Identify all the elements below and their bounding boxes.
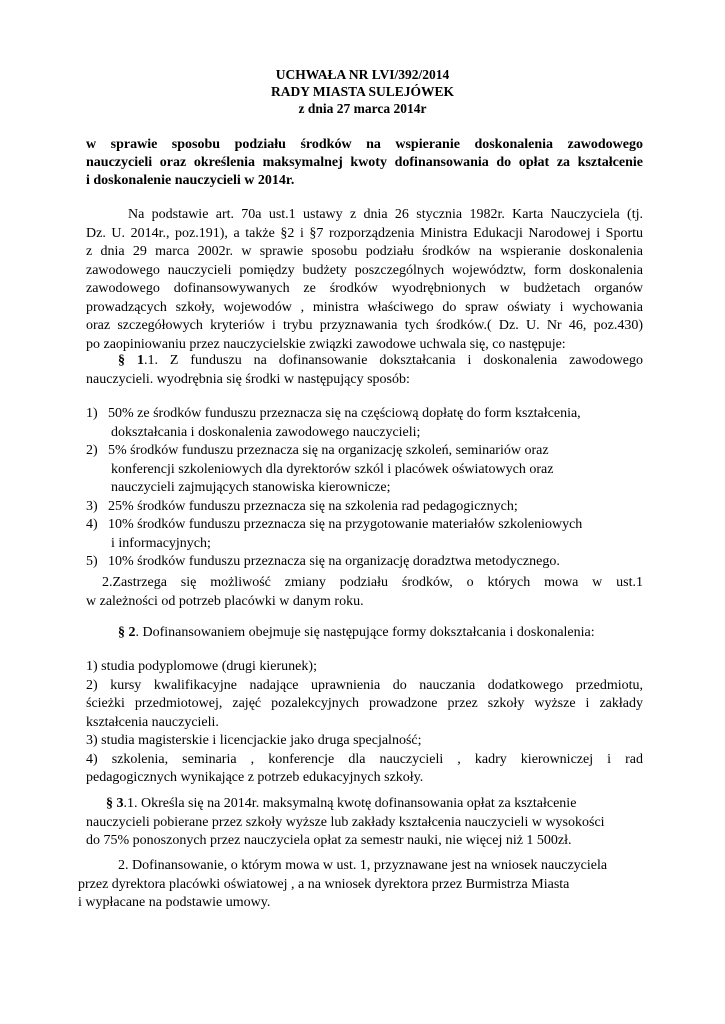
section-sign: § 1	[118, 353, 144, 368]
preamble-line: Dz. U. 2014r., poz.191), a także §2 i §7 rozporządzenia Ministra Edukacji Narodowej i Sportu	[86, 225, 643, 241]
list-item: 4) 10% środków funduszu przeznacza się na przygotowanie materiałów szkoleniowych i informacyjnych;	[86, 517, 583, 551]
subject-line: i doskonalenie nauczycieli w 2014r.	[86, 173, 295, 188]
section-2-list	[86, 658, 643, 788]
section-1	[86, 352, 643, 389]
section-1-line: § 1.1. Z funduszu na dofinansowanie dokształcania i doskonalenia zawodowego	[118, 353, 644, 368]
list-item: 5) 10% środków funduszu przeznacza się na organizację doradztwa metodycznego.	[86, 554, 560, 569]
list-item: pedagogicznych wynikające z potrzeb edukacyjnych szkoły.	[86, 770, 424, 785]
list-item: 3) studia magisterskie i licencjackie jako druga specjalność;	[86, 733, 422, 748]
list-item: kształcenia nauczycieli.	[86, 714, 219, 730]
resolution-date: z dnia 27 marca 2014r	[298, 101, 427, 116]
preamble-line: prowadzących szkoły, wojewodów , ministra właściwego do spraw oświaty i wychowania	[86, 299, 643, 315]
preamble-line: oraz szczegółowych kryteriów i trybu przyznawania tych środków.( Dz. U. Nr 46, poz.430)	[86, 318, 643, 333]
list-item: 1) studia podyplomowe (drugi kierunek);	[86, 659, 317, 674]
list-item: 4) szkolenia, seminaria , konferencje dla nauczycieli , kadry kierowniczej i rad	[86, 751, 643, 767]
preamble-line: zawodowego dofinansowywanych ze środków wyodrębnionych w budżetach organów	[86, 281, 643, 296]
subject-line: nauczycieli oraz określenia maksymalnej kwoty dofinansowania do opłat za kształcenie	[86, 155, 643, 170]
section-3-paragraph-2: 2. Dofinansowanie, o którym mowa w ust. 1, przyznawane jest na wniosek nauczyciela przez dyrektora placówki oświatowej , a na wniosek dyrektora przez Burmistrza Miasta i wypłacane na podstawie umowy.	[78, 858, 608, 910]
preamble-line: z dnia 29 marca 2002r. w sprawie sposobu podziału środków na wspieranie doskonalenia	[86, 244, 643, 259]
section-3: § 3.1. Określa się na 2014r. maksymalną kwotę dofinansowania opłat za kształcenie nauczycieli pobierane przez szkoły wyższe lub zakłady kształcenia nauczycieli w wysokości do 75% ponoszonych przez nauczyciela opłat za semestr nauki, nie więcej niż 1 500zł.	[86, 796, 605, 848]
section-sign: § 3	[106, 796, 124, 811]
section-1-line: nauczycieli. wyodrębnia się środki w następujący sposób:	[86, 371, 410, 387]
preamble-line: Na podstawie art. 70a ust.1 ustawy z dnia 26 stycznia 1982r. Karta Nauczyciela (tj.	[128, 207, 643, 222]
resolution-subject	[86, 136, 643, 190]
section-1-list	[86, 405, 643, 572]
preamble-line: zawodowego nauczycieli pomiędzy budżety poszczególnych województw, form doskonalenia	[86, 262, 643, 278]
section-2: § 2. Dofinansowaniem obejmuje się następujące formy dokształcania i doskonalenia:	[118, 625, 595, 640]
list-item: 3) 25% środków funduszu przeznacza się na szkolenia rad pedagogicznych;	[86, 498, 518, 514]
list-item: 2) kursy kwalifikacyjne nadające uprawnienia do nauczania dodatkowego przedmiotu,	[86, 677, 643, 693]
list-item: 2) 5% środków funduszu przeznacza się na organizację szkoleń, seminariów oraz konferencji szkoleniowych dla dyrektorów szkól i placówek oświatowych oraz nauczycieli zajmujących stanowiska kierownicze;	[86, 443, 554, 495]
resolution-number: UCHWAŁA NR LVI/392/2014	[275, 67, 450, 82]
list-item: ścieżki przedmiotowej, zajęć pozalekcyjnych prowadzone przez szkoły wyższe i zakłady	[86, 696, 643, 711]
section-sign: § 2	[118, 625, 136, 640]
council-name: RADY MIASTA SULEJÓWEK	[270, 84, 455, 99]
preamble	[86, 206, 643, 354]
subject-line: w sprawie sposobu podziału środków na wspieranie doskonalenia zawodowego	[86, 137, 643, 152]
section-1-paragraph-2: 2.Zastrzega się możliwość zmiany podziału środków, o których mowa w ust.1 w zależności od potrzeb placówki w danym roku.	[86, 575, 643, 609]
list-item: 1) 50% ze środków funduszu przeznacza się na częściową dopłatę do form kształcenia, dokształcania i doskonalenia zawodowego nauczycieli;	[86, 406, 581, 440]
preamble-line: po zaopiniowaniu przez nauczycielskie związki zawodowe uchwala się, co następuje:	[86, 336, 566, 352]
